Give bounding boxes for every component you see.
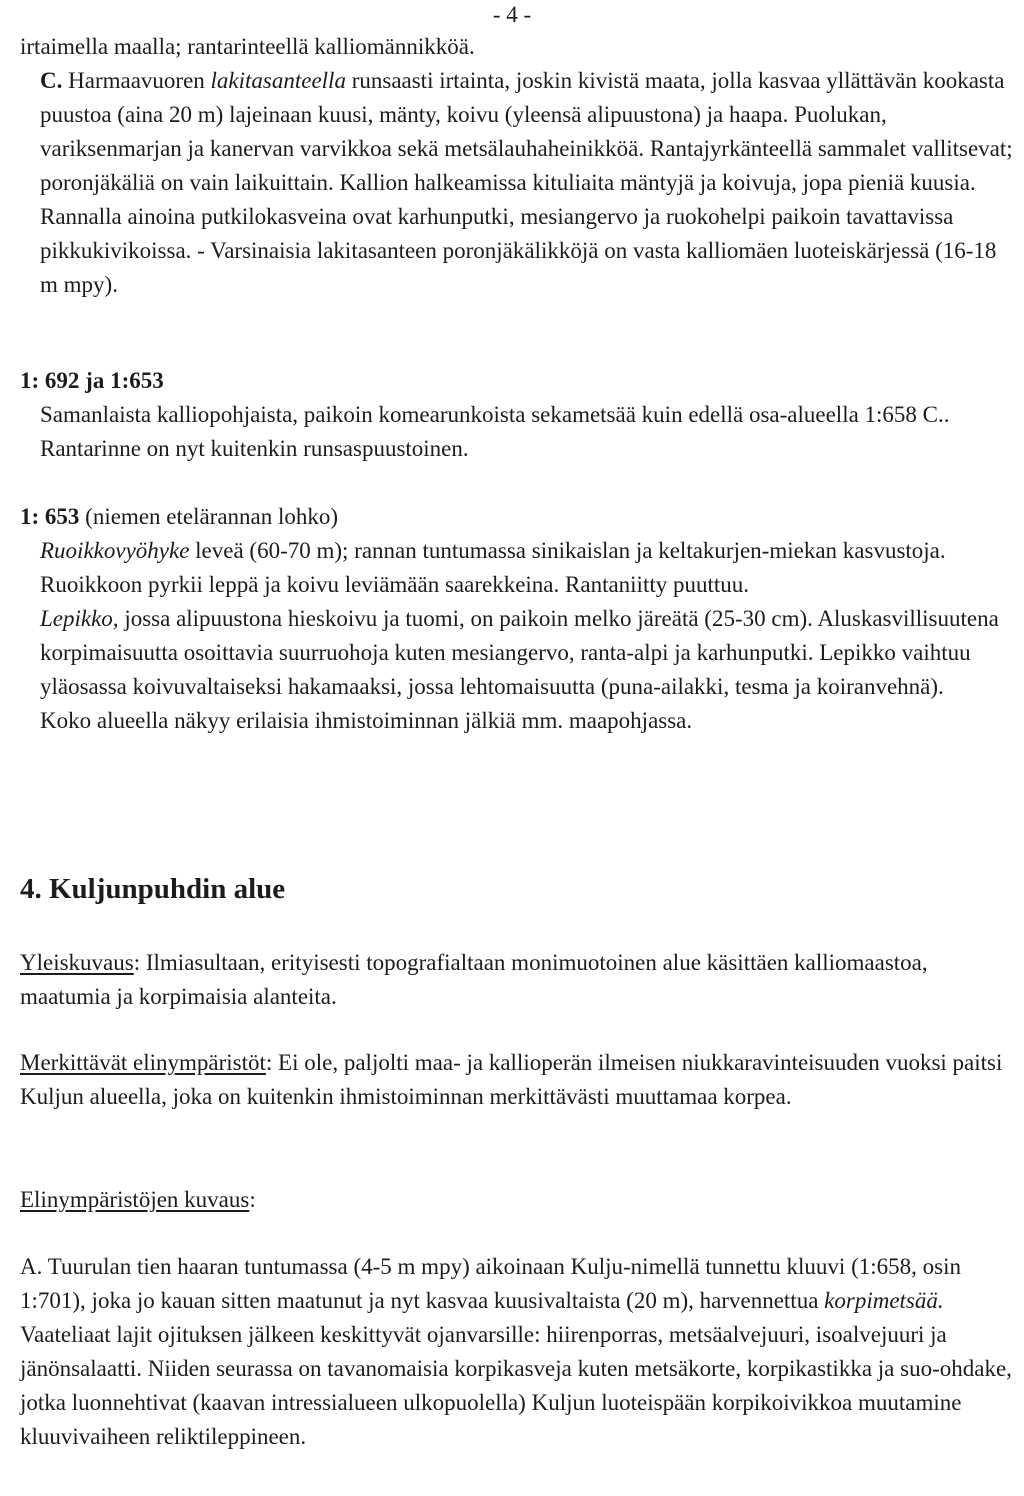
label-c: C. <box>40 68 63 93</box>
label-a: A. <box>20 1254 43 1279</box>
paragraph-a <box>20 1250 1020 1454</box>
section-692 <box>20 364 1020 466</box>
lepikko-paragraph <box>20 602 1020 704</box>
intro-line: irtaimella maalla; rantarinteellä kalliomännikköä. <box>20 34 475 59</box>
elinymparistot-label: Elinympäristöjen kuvaus <box>20 1187 250 1212</box>
yleiskuvaus-label: Yleiskuvaus <box>20 950 134 975</box>
c-italic-term: lakitasanteella <box>210 68 346 93</box>
yleiskuvaus-text: : Ilmiasultaan, erityisesti topografialtaan monimuotoinen alue käsittäen kalliomaastoa, maatumia ja korpimaisia alanteita. <box>20 950 928 1009</box>
yleiskuvaus-paragraph <box>20 946 1020 1014</box>
ruoikko-paragraph <box>20 534 1020 602</box>
elinymparistot-colon: : <box>249 1187 256 1212</box>
section-4-title <box>20 870 1020 908</box>
section-653-heading <box>20 500 1020 534</box>
elinymparistot-heading <box>20 1183 1020 1217</box>
paragraph-c <box>20 64 1020 302</box>
merkittavat-block <box>20 1046 1020 1114</box>
c-text-1: Harmaavuoren <box>62 68 211 93</box>
section-title: 4. Kuljunpuhdin alue <box>20 873 286 905</box>
elinymparistot-block <box>20 1183 1020 1217</box>
merkittavat-paragraph <box>20 1046 1020 1114</box>
ruoikko-text: leveä (60-70 m); rannan tuntumassa sinikaislan ja keltakurjen-miekan kasvustoja. Ruoikkoon pyrkii leppä ja koivu leviämään saarekkeina. Rantaniitty puuttuu. <box>40 538 946 597</box>
c-text-2: runsaasti irtainta, joskin kivistä maata, jolla kasvaa yllättävän kookasta puustoa (aina 20 m) lajeinaan kuusi, mänty, koivu (yleensä alipuustona) ja haapa. Puolukan, variksenmarjan ja kanervan varvikkoa sekä metsälauhaheinikköä. Rantajyrkänteellä sammalet vallitsevat; poronjäkäliä on vain laikuittain. Kallion halkeamissa kituliaita mäntyjä ja koivuja, jopa pieniä kuusia. Rannalla ainoina putkilokasveina ovat karhunputki, mesiangervo ja ruokohelpi paikoin tavattavissa pikkukivikoissa. - Varsinaisia lakitasanteen poronjäkälikköjä on vasta kalliomäen luoteiskärjessä (16-18 m mpy). <box>40 68 1013 297</box>
lepikko-term: Lepikko, <box>40 606 119 631</box>
lepikko-text: jossa alipuustona hieskoivu ja tuomi, on paikoin melko järeätä (25-30 cm). Aluskasvillisuutena korpimaisuutta osoittavia suurruohoja kuten mesiangervo, ranta-alpi ja karhunputki. Lepikko vaihtuu yläosassa koivuvaltaiseksi hakamaaksi, jossa lehtomaisuutta (puna-ailakki, tesma ja koiranvehnä). <box>40 606 999 699</box>
paragraph-a-block <box>20 1250 1020 1454</box>
section-653-heading-rest: (niemen etelärannan lohko) <box>79 504 339 529</box>
a-text-2: Vaateliaat lajit ojituksen jälkeen keskittyvät ojanvarsille: hiirenporras, metsäalvejuuri, isoalvejuuri ja jänönsalaatti. Niiden seurassa on tavanomaisia korpikasveja kuten metsäkorte, korpikastikka ja suo-ohdake, jotka luonnehtivat (kaavan intressialueen ulkopuolella) Kuljun luoteispään korpikoivikkoa muutamine kluuvivaiheen reliktileppineen. <box>20 1322 1012 1449</box>
koko-alue-paragraph: Koko alueella näkyy erilaisia ihmistoiminnan jälkiä mm. maapohjassa. <box>40 708 693 733</box>
ruoikko-term: Ruoikkovyöhyke <box>40 538 190 563</box>
intro-block <box>20 30 1020 302</box>
section-692-text: Samanlaista kalliopohjaista, paikoin komearunkoista sekametsää kuin edellä osa-alueella 1:658 C.. Rantarinne on nyt kuitenkin runsaspuustoinen. <box>40 402 950 461</box>
page-number: - 4 - <box>492 2 532 27</box>
merkittavat-label: Merkittävät elinympäristöt <box>20 1050 266 1075</box>
a-text-1: Tuurulan tien haaran tuntumassa (4-5 m mpy) aikoinaan Kulju-nimellä tunnettu kluuvi (1:658, osin 1:701), joka jo kauan sitten maatunut ja nyt kasvaa kuusivaltaista (20 m), harvennettua <box>20 1254 961 1313</box>
yleiskuvaus-block <box>20 946 1020 1014</box>
section-692-heading: 1: 692 ja 1:653 <box>20 368 164 393</box>
section-653 <box>20 500 1020 738</box>
section-653-heading-bold: 1: 653 <box>20 504 80 529</box>
merkittavat-text: : Ei ole, paljolti maa- ja kallioperän ilmeisen niukkaravinteisuuden vuoksi paitsi Kuljun alueella, joka on kuitenkin ihmistoiminnan merkittävästi muuttamaa korpea. <box>20 1050 1003 1109</box>
a-italic-term: korpimetsää. <box>824 1288 944 1313</box>
